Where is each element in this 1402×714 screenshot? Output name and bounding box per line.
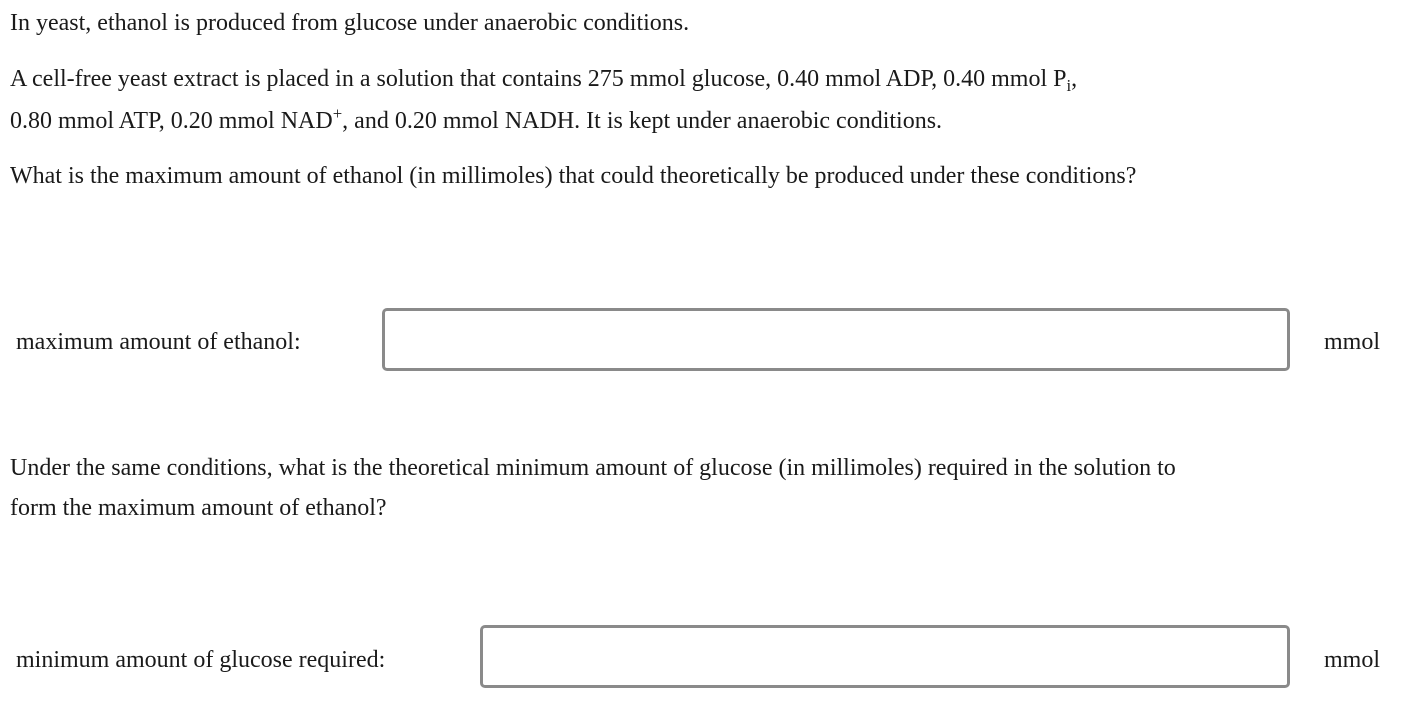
glucose-answer-input[interactable] [480,625,1290,688]
answer-row-glucose [0,625,1402,688]
setup-line-1 [10,64,1077,94]
setup-line-1-end: , [1071,66,1078,92]
intro-text: In yeast, ethanol is produced from glucose under anaerobic conditions. [10,10,690,36]
nad-superscript: + [332,103,343,123]
question-2-line-1: Under the same conditions, what is the theoretical minimum amount of glucose (in millimoles) required in the solution to [10,455,1176,481]
setup-line-2-start: 0.80 mmol ATP, 0.20 mmol NAD [10,108,333,134]
phosphate-subscript: i [1066,76,1072,96]
glucose-answer-label: minimum amount of glucose required: [16,647,386,673]
question-2-line-2: form the maximum amount of ethanol? [10,495,387,521]
setup-line-1-text: A cell-free yeast extract is placed in a solution that contains 275 mmol glucose, 0.40 mmol ADP, 0.40 mmol P [10,66,1067,92]
ethanol-answer-label: maximum amount of ethanol: [16,329,301,355]
setup-line-2 [10,103,943,136]
setup-line-2-end: , and 0.20 mmol NADH. It is kept under anaerobic conditions. [342,108,943,134]
ethanol-answer-input[interactable] [382,308,1290,371]
answer-row-ethanol [0,308,1402,371]
glucose-unit-label: mmol [1324,647,1381,673]
ethanol-unit-label: mmol [1324,329,1381,355]
question-1-text: What is the maximum amount of ethanol (in millimoles) that could theoretically be produced under these conditions? [10,163,1137,189]
